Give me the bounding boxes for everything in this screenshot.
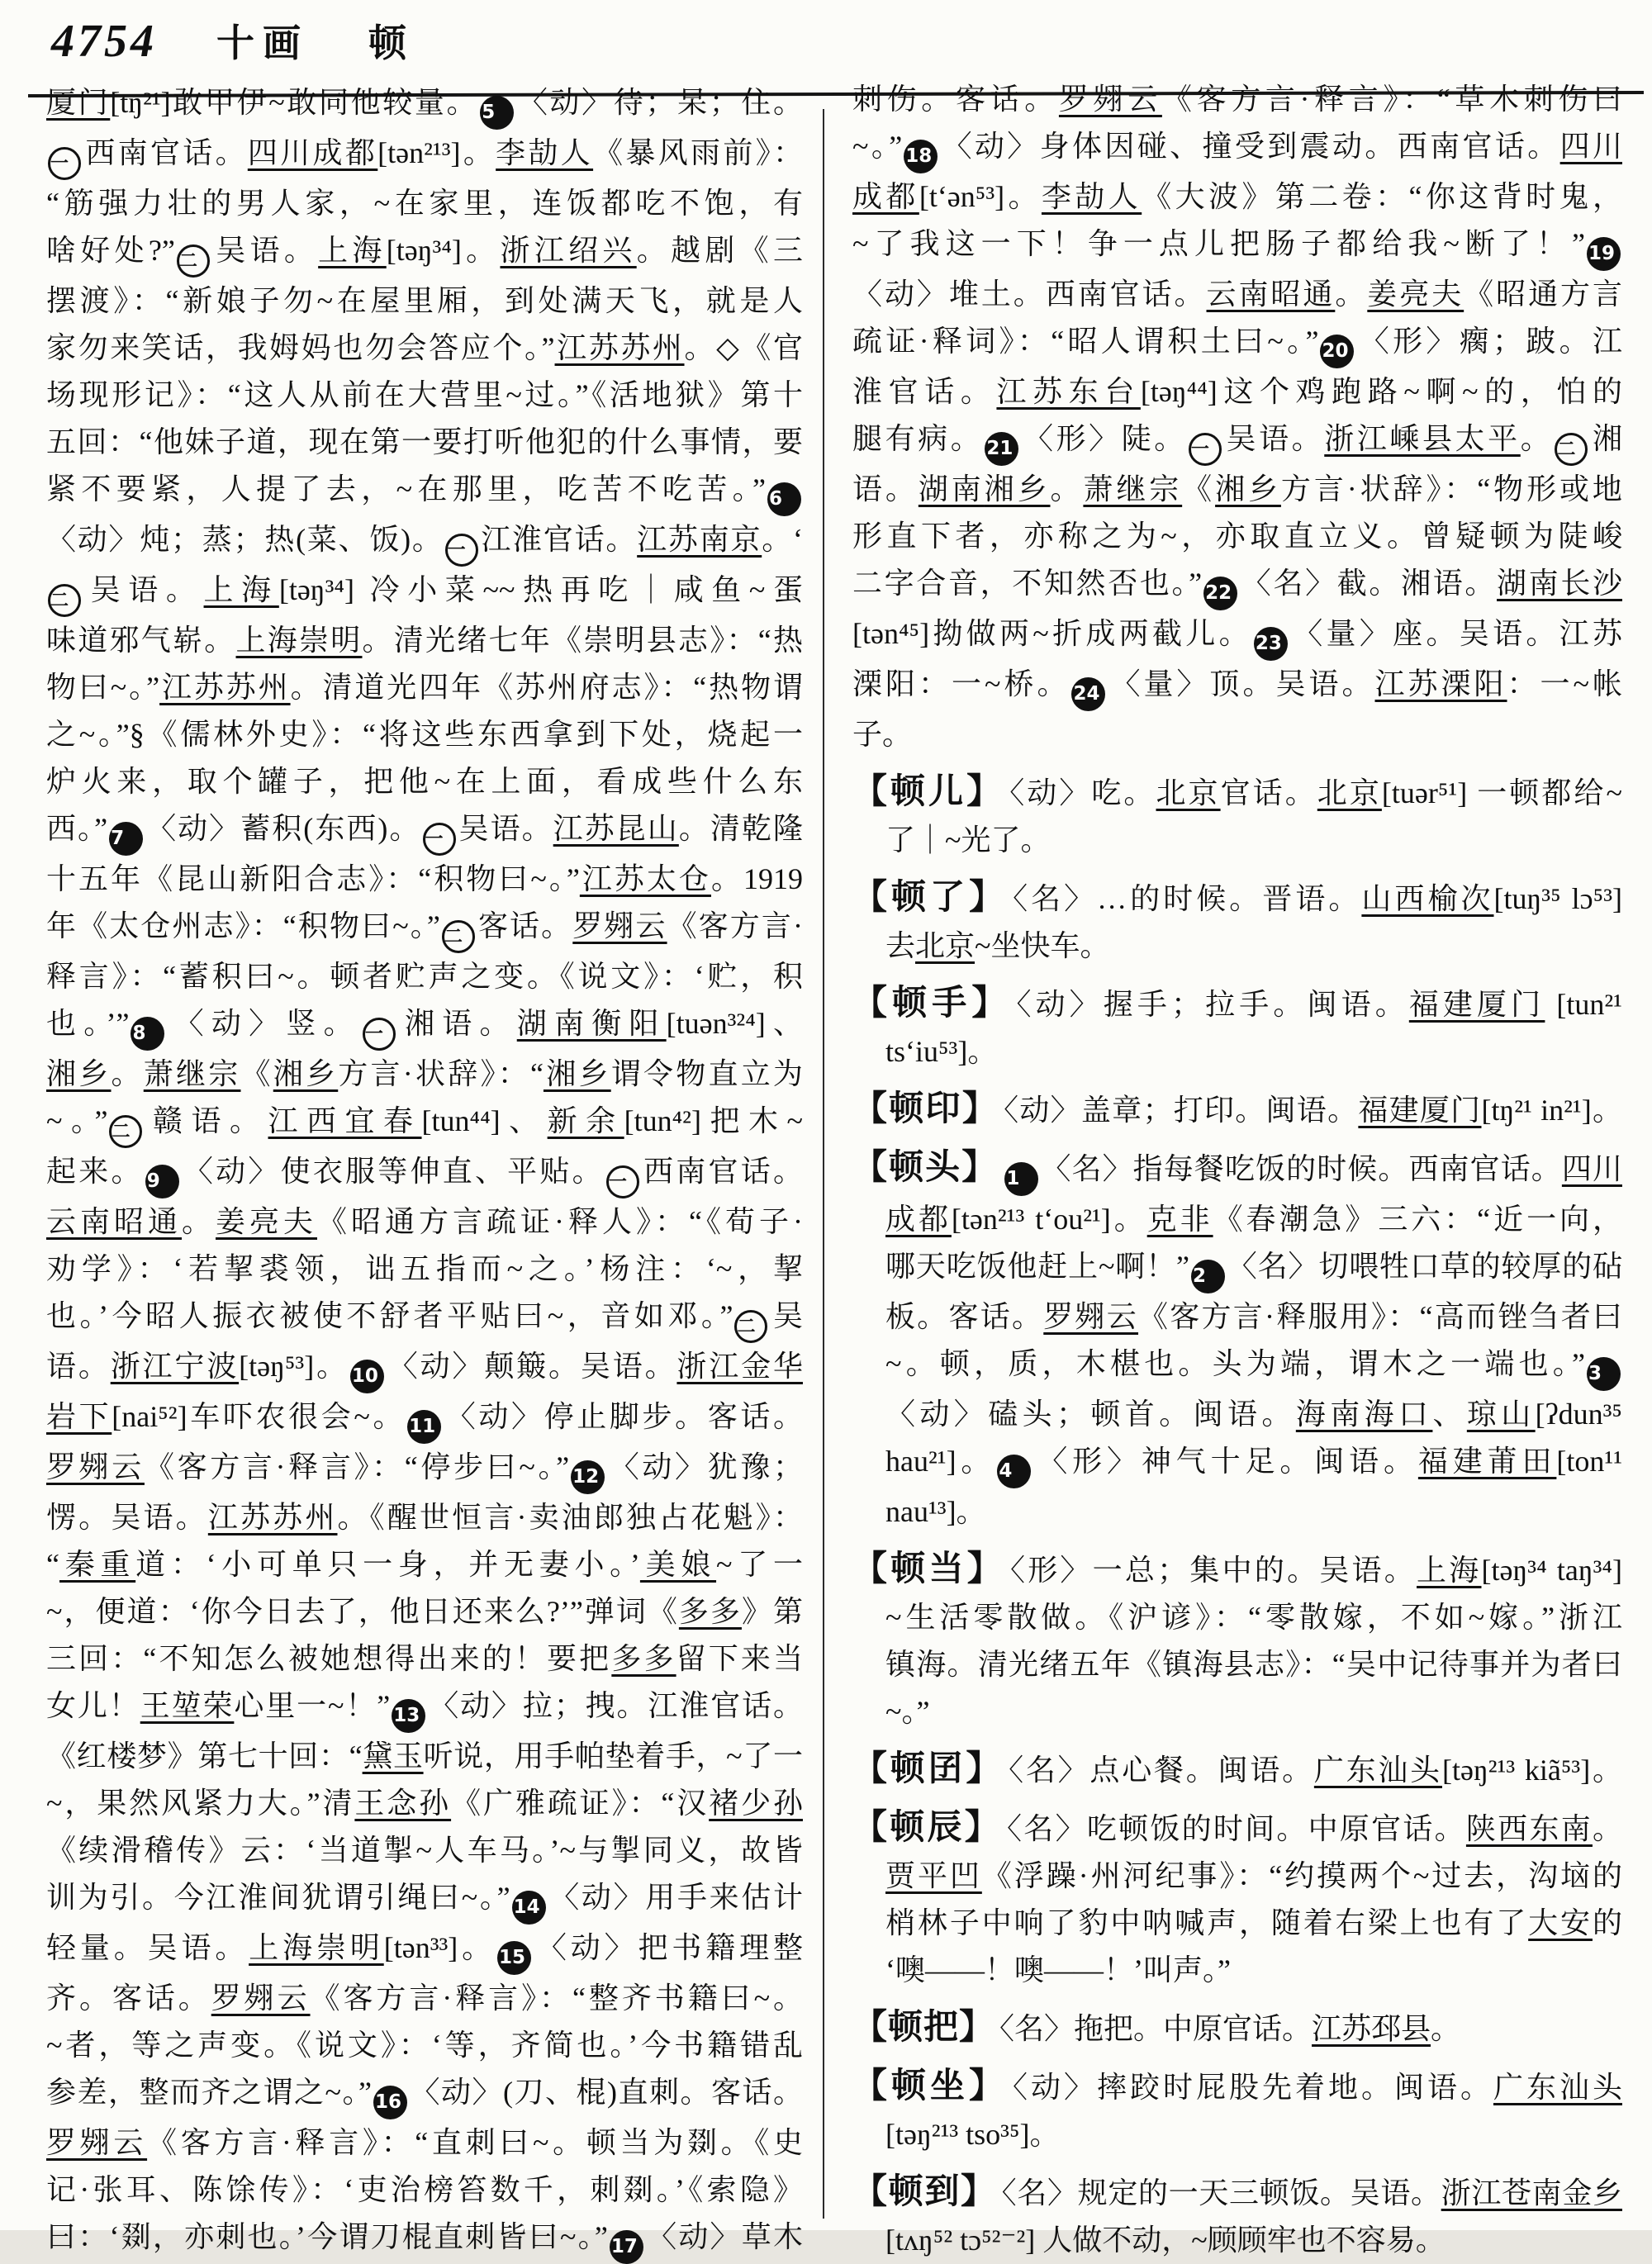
- text-line: [tən⁴⁵]拗做两~折成两截儿。 23 〈量〉座。吴语。江苏: [852, 610, 1622, 661]
- text-line: [tʌŋ⁵² tɔ⁵²⁻²] 人做不动，~顾顾牢也不容易。: [885, 2224, 1446, 2257]
- proper-name-underline: 广东汕头: [1493, 2071, 1622, 2104]
- text-line: 【顿当】 〈形〉一总；集中的。吴语。上海[təŋ³⁴ taŋ³⁴]: [852, 1550, 1622, 1588]
- proper-name-underline: 四川: [1559, 130, 1622, 163]
- subsense-number-icon: 一: [423, 823, 456, 856]
- subsense-number-icon: 一: [445, 534, 478, 567]
- dict-entry: [852, 980, 1622, 1075]
- subsense-number-icon: 二: [48, 584, 81, 617]
- sense-number-icon: 2: [1191, 1260, 1225, 1293]
- text-line: 【顿把】 〈名〉拖把。中原官话。江苏邳县。: [852, 2009, 1461, 2047]
- entry-headword: 【顿手】: [852, 985, 1012, 1023]
- text-line: 镇海。清光绪五年《镇海县志》：“吴中记待事并为者曰: [885, 1648, 1622, 1681]
- proper-name-underline: 厦门: [1477, 988, 1545, 1021]
- sense-number-icon: 21: [985, 432, 1018, 466]
- text-line: 《红楼梦》第七十回：“黛玉听说，用手帕垫着手，~了一: [46, 1740, 803, 1773]
- proper-name-underline: 福建厦门: [1408, 988, 1545, 1021]
- text-line: 曰：‘剟，亦刺也。’今谓刀棍直刺皆曰~。” 17 〈动〉草木: [46, 2214, 803, 2264]
- proper-name-underline: 湘乡: [46, 1057, 112, 1090]
- proper-name-underline: 罗翙云: [572, 909, 667, 942]
- proper-name-underline: 海南海口: [1295, 1398, 1433, 1431]
- subsense-number-icon: 二: [109, 1115, 142, 1148]
- text-line: 齐。客话。罗翙云《客方言·释言》：“整齐书籍曰~。: [46, 1982, 803, 2015]
- subsense-number-icon: 二: [177, 244, 210, 278]
- proper-name-underline: 琼山: [1466, 1398, 1536, 1431]
- text-line: ~。顿，质，木椹也。头为端，谓木之一端也。” 3: [852, 1341, 1622, 1391]
- sense-number-icon: 18: [904, 140, 938, 173]
- sense-number-icon: 8: [131, 1017, 164, 1051]
- proper-name-underline: 云南昭通: [1206, 278, 1336, 311]
- dict-entry: [852, 1546, 1622, 1735]
- text-line: ‘噢——！噢——！’叫声。”: [885, 1953, 1231, 1986]
- proper-name-underline: 王念孙: [354, 1787, 452, 1820]
- proper-name-underline: 江苏苏州: [554, 331, 685, 364]
- sense-number-icon: 5: [480, 96, 514, 130]
- sense-number-icon: 4: [997, 1455, 1031, 1488]
- text-line: 【顿了】 〈名〉…的时候。晋语。山西榆次[tuŋ³⁵ lɔ⁵³]: [852, 879, 1622, 917]
- dict-entry: [852, 875, 1622, 970]
- text-line: hau²¹]。 4 〈形〉神气十足。闽语。福建莆田[ton¹¹: [852, 1438, 1622, 1488]
- proper-name-underline: 山西榆次: [1361, 882, 1494, 915]
- text-line: 溧阳：一~桥。 24 〈量〉顶。吴语。江苏溧阳：一~帐: [852, 661, 1622, 711]
- proper-name-underline: 福建厦门: [1358, 1094, 1482, 1127]
- proper-name-underline: 江苏邳县: [1312, 2012, 1431, 2045]
- text-line: ~。”: [885, 1695, 930, 1728]
- text-line: 罗翙云《客方言·释言》：“停步曰~。” 12 〈动〉犹豫；: [46, 1444, 803, 1494]
- entry-headword: 【顿辰】: [852, 1809, 1003, 1847]
- text-line: 参差，整而齐之谓之~。” 16 〈动〉(刀、棍)直刺。客话。: [46, 2069, 803, 2119]
- text-line: ~者，等之声变。《说文》：‘等，齐简也。’今书籍错乱: [46, 2029, 803, 2062]
- sense-number-icon: 9: [145, 1165, 179, 1198]
- proper-name-underline: 江苏东台: [996, 375, 1141, 408]
- proper-name-underline: 浙江苍南金乡: [1441, 2176, 1622, 2209]
- text-line: 湘乡。萧继宗《湘乡方言·状辞》：“湘乡谓令物直立为: [46, 1057, 803, 1090]
- proper-name-underline: 江苏苏州: [207, 1501, 338, 1534]
- proper-name-underline: 北京: [1317, 776, 1382, 809]
- sense-number-icon: 19: [1587, 237, 1621, 271]
- text-line: 腿有病。 21 〈形〉陡。 一 吴语。浙江嵊县太平。 二 湘: [852, 415, 1622, 466]
- text-line: 轻量。吴语。上海崇明[tən³³]。 15 〈动〉把书籍理整: [46, 1925, 803, 1975]
- proper-name-underline: 浙江绍兴: [500, 234, 637, 267]
- proper-name-underline: 美娘: [639, 1548, 717, 1581]
- proper-name-underline: 湖南衡阳: [516, 1007, 667, 1040]
- proper-name-underline: [248, 136, 377, 169]
- sense-number-icon: 22: [1203, 577, 1237, 610]
- proper-name-underline: 秦重: [59, 1548, 136, 1581]
- text-line: 了｜~光了。: [885, 823, 1051, 857]
- proper-name-underline: 罗翙云: [1058, 83, 1162, 116]
- text-line: 炉火来，取个罐子，把他~在上面，看成些什么东: [46, 765, 803, 798]
- subsense-number-icon: 二: [1555, 433, 1588, 466]
- text-line: 岩下[nai⁵²]车吓农很会~。 11 〈动〉停止脚步。客话。: [46, 1393, 803, 1444]
- dict-entry: [852, 2063, 1622, 2158]
- headword-character: 顿: [368, 22, 406, 64]
- text-line: 成都[t‘ən⁵³]。李劼人《大波》第二卷：“你这背时鬼，: [852, 180, 1622, 213]
- text-line: ~。” 18 〈动〉身体因碰、撞受到震动。西南官话。四川: [852, 123, 1622, 173]
- right-column-continuation: [852, 76, 1622, 758]
- text-line: 【顿到】 〈名〉规定的一天三顿饭。吴语。浙江苍南金乡: [852, 2173, 1622, 2211]
- text-line: [təŋ²¹³ tso³⁵]。: [885, 2118, 1060, 2151]
- dict-entry: [852, 2005, 1622, 2053]
- text-line: “筋强力壮的男人家，~在家里，连饭都吃不饱，有: [46, 187, 803, 220]
- proper-name-underline: 成都: [885, 1203, 952, 1236]
- dict-entry: [852, 2169, 1622, 2264]
- text-line: 五回：“他妹子道，现在第一要打听他犯的什么事情，要: [46, 425, 803, 458]
- proper-name-underline: 云南昭通: [46, 1205, 182, 1238]
- proper-name-underline: 成都: [312, 136, 378, 169]
- dict-entry: [852, 1145, 1622, 1535]
- proper-name-underline: 成都: [852, 180, 919, 213]
- sense-number-icon: 13: [392, 1699, 425, 1733]
- dict-entry: [852, 1746, 1622, 1794]
- text-line: 味道邪气崭。上海崇明。清光绪七年《崇明县志》：“热: [46, 624, 803, 657]
- proper-name-underline: 湘乡: [1215, 472, 1281, 505]
- text-line: 物曰~。”江苏苏州。清道光四年《苏州府志》：“热物谓: [46, 671, 803, 704]
- text-line: 【顿头】 1 〈名〉指每餐吃饭的时候。西南官话。四川: [852, 1145, 1622, 1196]
- text-line: 劝学》：‘若挈裘领，诎五指而~之。’杨注：‘~，挈: [46, 1252, 803, 1285]
- text-line: 啥好处?” 二 吴语。上海[təŋ³⁴]。浙江绍兴。越剧《三: [46, 227, 803, 278]
- proper-name-underline: 厦门: [46, 86, 111, 119]
- proper-name-underline: 王堃荣: [140, 1689, 235, 1722]
- text-line: 【顿手】 〈动〉握手；拉手。闽语。福建厦门 [tun²¹: [852, 985, 1622, 1023]
- text-line: 梢林子中响了豹中呐喊声，随着右梁上也有了大安的: [885, 1906, 1622, 1939]
- proper-name-underline: 浙江嵊县太平: [1324, 422, 1521, 455]
- sense-number-icon: 23: [1254, 627, 1288, 661]
- text-line: 【顿坐】 〈动〉摔跤时屁股先着地。闽语。广东汕头: [852, 2067, 1622, 2105]
- text-line: 形直下者，亦称之为~，亦取直立义。曾疑顿为陡峻: [852, 520, 1622, 553]
- text-line: nau¹³]。: [885, 1495, 986, 1528]
- sense-number-icon: 10: [350, 1360, 384, 1393]
- text-line: 淮官话。江苏东台[təŋ⁴⁴]这个鸡跑路~啊~的，怕的: [852, 375, 1622, 408]
- text-line: 之~。”§《儒林外史》：“将这些东西拿到下处，烧起一: [46, 718, 803, 751]
- sense-number-icon: 1: [1004, 1162, 1038, 1196]
- proper-name-underline: 江苏溧阳: [1374, 667, 1507, 700]
- compound-entries: [852, 769, 1622, 2264]
- proper-name-underline: 褚少孙: [709, 1787, 803, 1820]
- text-line: 三回：“不知怎么被她想得出来的！要把多多留下来当: [46, 1642, 803, 1675]
- text-line: 【顿囝】 〈名〉点心餐。闽语。广东汕头[təŋ²¹³ kiã⁵³]。: [852, 1750, 1622, 1788]
- proper-name-underline: 罗翙云: [1043, 1300, 1139, 1333]
- stroke-count-label: 十画: [216, 22, 309, 64]
- text-line: 板。客话。罗翙云《客方言·释服用》：“高而锉刍者曰: [885, 1300, 1622, 1333]
- text-line: 云南昭通。姜亮夫《昭通方言疏证·释人》：“《荀子·: [46, 1205, 803, 1238]
- text-line: 也。’” 8 〈动〉竖。 一 湘语。湖南衡阳[tuən³²⁴]、: [46, 1000, 803, 1051]
- text-line: ~生活零散做。《沪谚》：“零散嫁，不如~嫁。”浙江: [885, 1601, 1622, 1634]
- text-line: 罗翙云《客方言·释言》：“直刺曰~。顿当为剟。《史: [46, 2126, 803, 2159]
- proper-name-underline: 湖南湘乡: [918, 472, 1051, 505]
- sense-number-icon: 15: [497, 1941, 531, 1975]
- sense-number-icon: 3: [1587, 1357, 1621, 1391]
- proper-name-underline: 姜亮夫: [1367, 278, 1464, 311]
- text-line: 女儿！王堃荣心里一~！” 13 〈动〉拉；拽。江淮官话。: [46, 1683, 803, 1733]
- text-line: 一 西南官话。四川成都[tən²¹³]。李劼人《暴风雨前》：: [46, 130, 803, 180]
- proper-name-underline: 上海: [318, 234, 387, 267]
- entry-headword: 【顿坐】: [852, 2067, 1008, 2105]
- proper-name-underline: 多多: [678, 1595, 742, 1628]
- text-line: 语。浙江宁波[təŋ⁵³]。 10 〈动〉颠簸。吴语。浙江金华: [46, 1343, 803, 1393]
- proper-name-underline: 萧继宗: [1083, 472, 1183, 505]
- proper-name-underline: 湖南长沙: [1497, 567, 1622, 600]
- proper-name-underline: 湘乡: [984, 472, 1051, 505]
- entry-headword: 【顿印】: [852, 1090, 999, 1128]
- proper-name-underline: 岩下: [46, 1400, 112, 1433]
- text-line: 训为引。今江淮间犹谓引绳曰~。” 14 〈动〉用手来估计: [46, 1874, 803, 1925]
- dict-entry: [852, 1805, 1622, 1994]
- text-line: 西。” 7 〈动〉蓄积(东西)。 一 吴语。江苏昆山。清乾隆: [46, 805, 803, 856]
- text-line: 〈动〉炖；蒸；热(菜、饭)。 一 江淮官话。江苏南京。‘: [46, 516, 803, 567]
- entry-headword: 【顿把】: [852, 2009, 995, 2047]
- proper-name-underline: 上海崇明: [249, 1931, 384, 1964]
- proper-name-underline: 北京: [915, 929, 976, 962]
- sense-number-icon: 6: [767, 482, 801, 516]
- proper-name-underline: 厦门: [1419, 1094, 1482, 1127]
- proper-name-underline: 上海: [1417, 1554, 1482, 1587]
- proper-name-underline: 浙江金华: [676, 1350, 803, 1383]
- entry-headword: 【顿了】: [852, 879, 1009, 917]
- proper-name-underline: 广东汕头: [1313, 1754, 1442, 1787]
- text-line: 也。’今昭人振衣被使不舒者平贴曰~，音如邓。” 二 吴: [46, 1293, 803, 1343]
- text-line: 【顿印】 〈动〉盖章；打印。闽语。福建厦门[tŋ²¹ in²¹]。: [852, 1090, 1622, 1128]
- text-line: 哪天吃饭他赶上~啊！” 2 〈名〉切喂牲口草的较厚的砧: [852, 1243, 1622, 1293]
- text-line: 疏证·释词》：“昭人谓积土曰~。” 20 〈形〉瘸；跛。江: [852, 318, 1622, 368]
- proper-name-underline: 上海: [249, 1931, 316, 1964]
- text-line: 家勿来笑话，我姆妈也勿会答应个。”江苏苏州。◇《官: [46, 331, 803, 364]
- column-divider: [823, 109, 824, 2219]
- text-line: 紧不要紧，人提了去，~在那里，吃苦不吃苦。” 6: [46, 466, 803, 516]
- proper-name-underline: 浙江宁波: [110, 1350, 240, 1383]
- entry-headword: 【顿到】: [852, 2173, 997, 2211]
- text-line: 〈动〉堆土。西南官话。云南昭通。姜亮夫《昭通方言: [852, 278, 1622, 311]
- text-line: ~了我这一下！争一点儿把肠子都给我~断了！” 19: [852, 221, 1622, 271]
- proper-name-underline: 陕西东南: [1465, 1812, 1593, 1845]
- subsense-number-icon: 一: [363, 1018, 396, 1051]
- proper-name-underline: 克非: [1146, 1203, 1213, 1236]
- text-line: 十五年《昆山新阳合志》：“积物曰~。”江苏太仓。1919: [46, 862, 803, 895]
- sense-number-icon: 11: [407, 1410, 441, 1444]
- proper-name-underline: 四川: [1561, 1152, 1622, 1185]
- proper-name-underline: 湘乡: [543, 1057, 611, 1090]
- proper-name-underline: 黛玉: [362, 1740, 424, 1773]
- text-line: 刺伤。客话。罗翙云《客方言·释言》：“草木刺伤曰: [852, 83, 1622, 116]
- text-line: 〈动〉磕头；顿首。闽语。海南海口、琼山[ʔdun³⁵: [885, 1398, 1622, 1431]
- subsense-number-icon: 一: [48, 147, 81, 180]
- text-line: 二 吴语。上海[təŋ³⁴] 冷小菜~~热再吃｜咸鱼~蛋: [46, 567, 803, 617]
- subsense-number-icon: 二: [734, 1310, 767, 1343]
- entry-headword: 【顿头】: [852, 1149, 999, 1187]
- subsense-number-icon: 一: [1189, 433, 1222, 466]
- proper-name-underline: 罗翙云: [46, 1450, 145, 1483]
- proper-name-underline: 上海崇明: [235, 624, 363, 657]
- text-line: 年《太仓州志》：“积物曰~。” 二 客话。罗翙云《客方言·: [46, 903, 803, 953]
- proper-name-underline: 罗翙云: [46, 2126, 148, 2159]
- left-column: [46, 79, 803, 2264]
- proper-name-underline: 江苏昆山: [553, 812, 679, 845]
- text-line: ~，果然风紧力大。”清王念孙《广雅疏证》：“汉褚少孙: [46, 1787, 803, 1820]
- text-line: 释言》：“蓄积曰~。顿者贮声之变。《说文》：‘贮，积: [46, 960, 803, 993]
- sense-number-icon: 12: [571, 1460, 605, 1494]
- proper-name-underline: 四川: [247, 136, 313, 169]
- proper-name-underline: 罗翙云: [211, 1982, 311, 2015]
- text-line: 二字合音，不知然否也。” 22 〈名〉截。湘语。湖南长沙: [852, 560, 1622, 610]
- proper-name-underline: 江苏苏州: [159, 671, 291, 704]
- proper-name-underline: 李劼人: [496, 136, 594, 169]
- sense-number-icon: 24: [1071, 677, 1105, 711]
- text-line: 记·张耳、陈馀传》：‘吏治榜笞数千，刺剟。’《索隐》: [46, 2173, 803, 2206]
- proper-name-underline: 上海: [203, 573, 279, 606]
- text-line: 摆渡》：“新娘子勿~在屋里厢，到处满天飞，就是人: [46, 284, 803, 317]
- text-line: ~，便道：‘你今日去了，他日还来么?’”弹词《多多》第: [46, 1595, 803, 1628]
- proper-name-underline: 上海: [235, 624, 299, 657]
- sense-number-icon: 20: [1320, 335, 1354, 368]
- text-line: 起来。 9 〈动〉使衣服等伸直、平贴。 一 西南官话。: [46, 1148, 803, 1198]
- text-line: 去北京~坐快车。: [885, 929, 1110, 962]
- text-line: 【顿儿】 〈动〉吃。北京官话。北京[tuər⁵¹] 一顿都给~: [852, 773, 1622, 811]
- text-line: 【顿辰】 〈名〉吃顿饭的时间。中原官话。陕西东南。: [852, 1809, 1622, 1847]
- entry-headword: 【顿当】: [852, 1550, 1005, 1588]
- proper-name-underline: 江苏南京: [637, 523, 762, 556]
- proper-name-underline: 湘乡: [273, 1057, 339, 1090]
- dict-entry: [852, 769, 1622, 864]
- proper-name-underline: 大安: [1528, 1906, 1593, 1939]
- subsense-number-icon: 二: [442, 920, 475, 953]
- dict-entry: [852, 1086, 1622, 1134]
- proper-name-underline: 多多: [611, 1642, 676, 1675]
- proper-name-underline: 北京: [1156, 776, 1221, 809]
- proper-name-underline: 江苏太仓: [579, 862, 711, 895]
- text-line: ts‘iu⁵³]。: [885, 1035, 998, 1068]
- proper-name-underline: 福建莆田: [1417, 1445, 1557, 1478]
- proper-name-underline: 新余: [547, 1104, 624, 1137]
- text-line: ~。” 二 赣语。江西宜春[tun⁴⁴]、新余[tun⁴²]把木~: [46, 1098, 803, 1148]
- sense-number-icon: 14: [512, 1891, 546, 1925]
- sense-number-icon: 16: [373, 2086, 407, 2119]
- sense-number-icon: 17: [610, 2230, 643, 2264]
- proper-name-underline: 贾平凹: [885, 1859, 982, 1892]
- text-line: “秦重道：‘小可单只一身，并无妻小。’美娘~了一: [46, 1548, 803, 1581]
- text-line: 成都[tən²¹³ t‘ou²¹]。克非《春潮急》三六：“近一向，: [885, 1203, 1622, 1236]
- sense-number-icon: 7: [109, 822, 143, 856]
- proper-name-underline: 姜亮夫: [216, 1205, 317, 1238]
- text-line: 愣。吴语。江苏苏州。《醒世恒言·卖油郎独占花魁》：: [46, 1501, 803, 1534]
- entry-headword: 【顿儿】: [852, 773, 1005, 811]
- text-line: 子。: [852, 718, 913, 751]
- page-number: 4754: [51, 16, 157, 67]
- page-header: [51, 13, 406, 68]
- proper-name-underline: 萧继宗: [143, 1057, 241, 1090]
- right-column: [852, 76, 1622, 2264]
- text-line: 《续滑稽传》云：‘当道掣~人车马。’~与掣同义，故皆: [46, 1834, 803, 1867]
- text-line: 贾平凹《浮躁·州河纪事》：“约摸两个~过去，沟垴的: [885, 1859, 1622, 1892]
- proper-name-underline: 江西宜春: [268, 1104, 422, 1137]
- proper-name-underline: 李劼人: [1041, 180, 1142, 213]
- text-line: 厦门[tŋ²¹]敢甲伊~敢同他较量。 5 〈动〉待；呆；住。: [46, 79, 803, 130]
- text-line: 语。湖南湘乡。萧继宗《湘乡方言·状辞》：“物形或地: [852, 472, 1622, 505]
- entry-headword: 【顿囝】: [852, 1750, 1004, 1788]
- subsense-number-icon: 一: [606, 1165, 639, 1198]
- text-line: 场现形记》：“这人从前在大营里~过。”《活地狱》第十: [46, 378, 803, 411]
